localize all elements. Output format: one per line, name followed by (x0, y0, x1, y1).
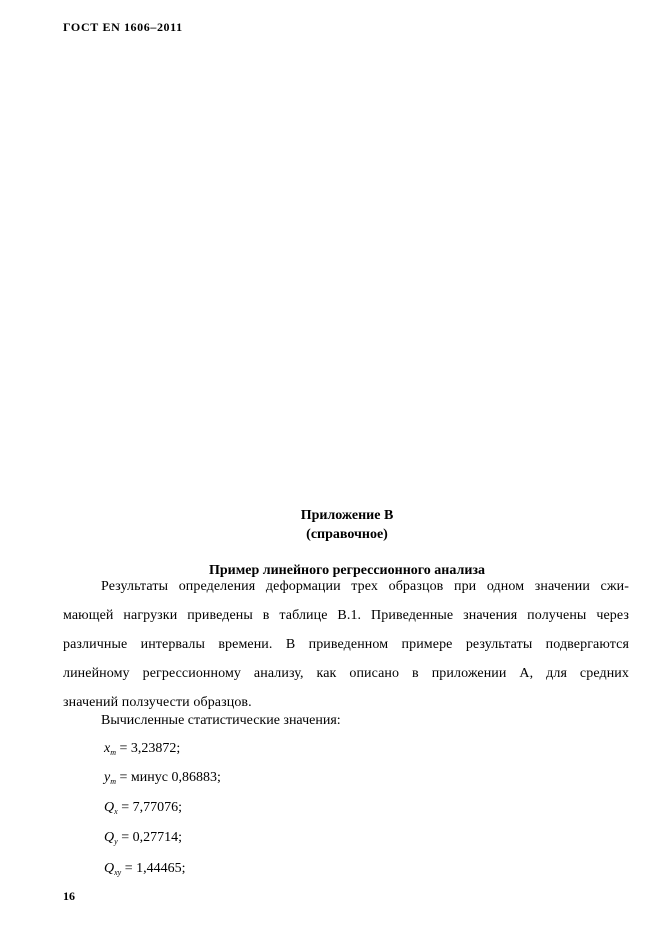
stats-intro: Вычисленные статистические значения: (101, 713, 341, 728)
formula-xm (104, 741, 180, 757)
formula-qx (104, 800, 182, 816)
formula-qxy (104, 861, 186, 877)
body-paragraph (63, 572, 629, 717)
section-title: Пример линейного регрессионного анализа (208, 563, 486, 578)
page-number: 16 (63, 889, 75, 903)
formula-symbol: y (104, 770, 111, 785)
formula-value: = 3,23872; (116, 741, 181, 756)
paragraph-line: мающей нагрузки приведены в таблице В.1. Приведенные значения получены через (63, 608, 629, 623)
formula-subscript: m (110, 777, 116, 786)
formula-value: = 7,77076; (117, 800, 182, 815)
formula-value: = 1,44465; (121, 861, 186, 876)
formula-subscript: xy (114, 868, 122, 877)
paragraph-line: различные интервалы времени. В приведенном примере результаты подвергаются (63, 637, 629, 652)
document-header: ГОСТ EN 1606–2011 (63, 20, 183, 34)
formula-qy (104, 830, 182, 846)
formula-subscript: x (114, 807, 118, 816)
formula-symbol: Q (104, 830, 115, 845)
formula-subscript: y (114, 837, 118, 846)
formula-subscript: m (110, 748, 116, 757)
formula-symbol: Q (104, 800, 115, 815)
formula-value: = минус 0,86883; (116, 770, 221, 785)
formula-value: = 0,27714; (117, 830, 182, 845)
paragraph-line: линейному регрессионному анализу, как описано в приложении А, для средних (63, 666, 629, 681)
formula-ym (104, 770, 221, 786)
paragraph-line: Результаты определения деформации трех образцов при одном значении сжи- (101, 579, 629, 594)
appendix-subtitle: (справочное) (306, 527, 388, 542)
formula-symbol: Q (104, 861, 115, 876)
formula-symbol: x (104, 741, 111, 756)
appendix-title: Приложение В (300, 508, 394, 523)
paragraph-line: значений ползучести образцов. (63, 695, 252, 710)
